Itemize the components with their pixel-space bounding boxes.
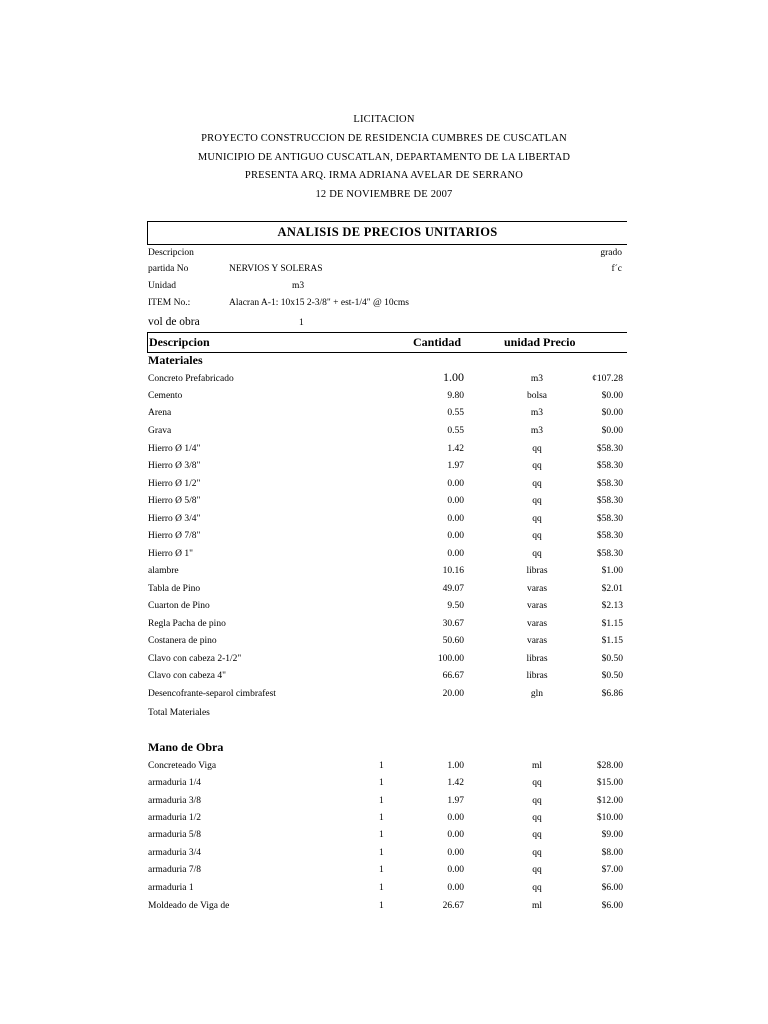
col-descripcion: Descripcion bbox=[149, 335, 210, 349]
row-description: armaduria 3/4 bbox=[148, 848, 202, 858]
row-price: $1.15 bbox=[601, 636, 623, 646]
row-description: armaduria 1/4 bbox=[148, 778, 202, 788]
row-quantity: 0.00 bbox=[447, 531, 464, 541]
item-value: Alacran A-1: 10x15 2-3/8" + est-1/4" @ 10cms bbox=[229, 298, 409, 308]
row-quantity: 1.00 bbox=[447, 761, 464, 771]
descripcion-label: Descripcion bbox=[148, 248, 194, 258]
row-quantity: 0.55 bbox=[447, 426, 464, 436]
row-quantity: 1.97 bbox=[447, 796, 464, 806]
header-line-2: PROYECTO CONSTRUCCION DE RESIDENCIA CUMBRES DE CUSCATLAN bbox=[201, 133, 567, 144]
row-quantity: 26.67 bbox=[442, 901, 464, 911]
header-line-1: LICITACION bbox=[353, 114, 415, 125]
row-price: $1.15 bbox=[601, 619, 623, 629]
row-description: Hierro Ø 3/8" bbox=[148, 461, 201, 471]
row-description: Regla Pacha de pino bbox=[148, 619, 226, 629]
row-unit: varas bbox=[526, 619, 548, 629]
row-quantity: 1.42 bbox=[447, 444, 464, 454]
row-price: ¢107.28 bbox=[592, 374, 623, 384]
row-price: $1.00 bbox=[601, 566, 623, 576]
vol-value: 1 bbox=[299, 318, 304, 328]
analysis-title-box bbox=[147, 221, 627, 245]
row-quantity: 49.07 bbox=[442, 584, 464, 594]
row-price: $0.00 bbox=[601, 426, 623, 436]
row-quantity: 0.00 bbox=[447, 848, 464, 858]
row-unit: ml bbox=[531, 901, 543, 911]
row-quantity: 0.00 bbox=[447, 479, 464, 489]
grado-label: grado bbox=[600, 248, 622, 258]
row-price: $10.00 bbox=[596, 813, 623, 823]
header-line-5: 12 DE NOVIEMBRE DE 2007 bbox=[315, 189, 453, 200]
mano-de-obra-title: Mano de Obra bbox=[148, 740, 224, 754]
row-quantity: 0.00 bbox=[447, 865, 464, 875]
row-price: $6.86 bbox=[601, 689, 623, 699]
row-price: $2.13 bbox=[601, 601, 623, 611]
row-description: armaduria 5/8 bbox=[148, 830, 202, 840]
row-description: Clavo con cabeza 4" bbox=[148, 671, 226, 681]
row-count: 1 bbox=[379, 848, 384, 858]
header-line-4: PRESENTA ARQ. IRMA ADRIANA AVELAR DE SERRANO bbox=[244, 170, 524, 181]
row-price: $0.00 bbox=[601, 408, 623, 418]
row-description: Hierro Ø 1/2" bbox=[148, 479, 201, 489]
row-count: 1 bbox=[379, 813, 384, 823]
row-quantity: 0.00 bbox=[447, 830, 464, 840]
row-description: alambre bbox=[148, 566, 179, 576]
row-description: Hierro Ø 3/4" bbox=[148, 514, 201, 524]
row-unit: qq bbox=[532, 796, 542, 806]
row-price: $9.00 bbox=[601, 830, 623, 840]
row-count: 1 bbox=[379, 761, 384, 771]
row-description: Tabla de Pino bbox=[148, 584, 201, 594]
row-unit: qq bbox=[532, 848, 542, 858]
row-unit: m3 bbox=[530, 408, 544, 418]
row-price: $6.00 bbox=[601, 883, 623, 893]
row-quantity: 20.00 bbox=[442, 689, 464, 699]
row-price: $7.00 bbox=[601, 865, 623, 875]
row-unit: libras bbox=[526, 671, 548, 681]
row-quantity: 9.80 bbox=[447, 391, 464, 401]
total-materiales-label: Total Materiales bbox=[148, 708, 210, 718]
row-price: $58.30 bbox=[596, 444, 623, 454]
fc-label: f´c bbox=[611, 264, 622, 274]
row-quantity: 66.67 bbox=[442, 671, 464, 681]
col-unidad-precio: unidad Precio bbox=[504, 335, 576, 349]
row-description: armaduria 3/8 bbox=[148, 796, 202, 806]
row-price: $28.00 bbox=[596, 761, 623, 771]
row-unit: qq bbox=[532, 514, 542, 524]
row-unit: qq bbox=[532, 813, 542, 823]
row-quantity: 0.00 bbox=[447, 883, 464, 893]
row-count: 1 bbox=[379, 901, 384, 911]
row-unit: qq bbox=[532, 883, 542, 893]
row-unit: varas bbox=[526, 636, 548, 646]
row-unit: bolsa bbox=[526, 391, 548, 401]
row-description: Hierro Ø 7/8" bbox=[148, 531, 201, 541]
row-quantity: 0.00 bbox=[447, 549, 464, 559]
row-unit: varas bbox=[526, 601, 548, 611]
row-description: Hierro Ø 1" bbox=[148, 549, 194, 559]
row-unit: libras bbox=[526, 566, 548, 576]
materiales-title: Materiales bbox=[148, 353, 203, 367]
row-unit: m3 bbox=[530, 426, 544, 436]
row-description: Cemento bbox=[148, 391, 183, 401]
row-quantity: 50.60 bbox=[442, 636, 464, 646]
row-description: Moldeado de Viga de bbox=[148, 901, 230, 911]
row-unit: libras bbox=[526, 654, 548, 664]
row-count: 1 bbox=[379, 796, 384, 806]
row-price: $12.00 bbox=[596, 796, 623, 806]
row-quantity: 100.00 bbox=[437, 654, 464, 664]
col-cantidad: Cantidad bbox=[413, 335, 462, 349]
row-price: $0.50 bbox=[601, 671, 623, 681]
row-count: 1 bbox=[379, 883, 384, 893]
row-description: armaduria 7/8 bbox=[148, 865, 202, 875]
row-description: Grava bbox=[148, 426, 172, 436]
row-unit: qq bbox=[532, 778, 542, 788]
row-quantity: 9.50 bbox=[447, 601, 464, 611]
unidad-label: Unidad bbox=[148, 281, 176, 291]
row-price: $0.00 bbox=[601, 391, 623, 401]
row-description: Costanera de pino bbox=[148, 636, 217, 646]
row-description: Hierro Ø 5/8" bbox=[148, 496, 201, 506]
row-count: 1 bbox=[379, 865, 384, 875]
row-price: $0.50 bbox=[601, 654, 623, 664]
column-header-row bbox=[147, 332, 627, 353]
item-label: ITEM No.: bbox=[148, 298, 191, 308]
row-count: 1 bbox=[379, 830, 384, 840]
header-line-3: MUNICIPIO DE ANTIGUO CUSCATLAN, DEPARTAMENTO DE LA LIBERTAD bbox=[197, 152, 571, 163]
row-unit: qq bbox=[532, 479, 542, 489]
row-count: 1 bbox=[379, 778, 384, 788]
row-price: $58.30 bbox=[596, 479, 623, 489]
row-unit: varas bbox=[526, 584, 548, 594]
row-price: $58.30 bbox=[596, 514, 623, 524]
row-quantity: 1.42 bbox=[447, 778, 464, 788]
row-quantity: 10.16 bbox=[442, 566, 464, 576]
row-unit: qq bbox=[532, 830, 542, 840]
row-quantity: 0.00 bbox=[447, 813, 464, 823]
vol-label: vol de obra bbox=[148, 316, 200, 328]
row-description: Concreto Prefabricado bbox=[148, 374, 234, 384]
row-description: Desencofrante-separol cimbrafest bbox=[148, 689, 276, 699]
row-unit: qq bbox=[532, 444, 542, 454]
row-quantity: 1.97 bbox=[447, 461, 464, 471]
unidad-value: m3 bbox=[292, 281, 305, 291]
row-description: armaduria 1 bbox=[148, 883, 194, 893]
row-description: armaduria 1/2 bbox=[148, 813, 202, 823]
row-price: $58.30 bbox=[596, 496, 623, 506]
analysis-title: ANALISIS DE PRECIOS UNITARIOS bbox=[277, 225, 498, 239]
row-quantity: 0.00 bbox=[447, 514, 464, 524]
row-quantity: 0.00 bbox=[447, 496, 464, 506]
row-unit: qq bbox=[532, 461, 542, 471]
row-unit: qq bbox=[532, 531, 542, 541]
row-price: $58.30 bbox=[596, 549, 623, 559]
row-price: $58.30 bbox=[596, 461, 623, 471]
row-quantity: 0.55 bbox=[447, 408, 464, 418]
row-unit: ml bbox=[531, 761, 543, 771]
row-price: $58.30 bbox=[596, 531, 623, 541]
row-description: Hierro Ø 1/4" bbox=[148, 444, 201, 454]
row-description: Cuarton de Pino bbox=[148, 601, 210, 611]
row-unit: m3 bbox=[530, 374, 544, 384]
row-price: $8.00 bbox=[601, 848, 623, 858]
partida-value: NERVIOS Y SOLERAS bbox=[229, 264, 323, 274]
row-description: Concreteado Viga bbox=[148, 761, 217, 771]
row-quantity: 1.00 bbox=[443, 370, 464, 384]
row-description: Arena bbox=[148, 408, 172, 418]
partida-label: partida No bbox=[148, 264, 189, 274]
row-price: $15.00 bbox=[596, 778, 623, 788]
row-quantity: 30.67 bbox=[442, 619, 464, 629]
row-unit: qq bbox=[532, 496, 542, 506]
row-price: $6.00 bbox=[601, 901, 623, 911]
row-unit: gln bbox=[530, 689, 544, 699]
row-unit: qq bbox=[532, 865, 542, 875]
row-description: Clavo con cabeza 2-1/2" bbox=[148, 654, 242, 664]
row-price: $2.01 bbox=[601, 584, 623, 594]
row-unit: qq bbox=[532, 549, 542, 559]
